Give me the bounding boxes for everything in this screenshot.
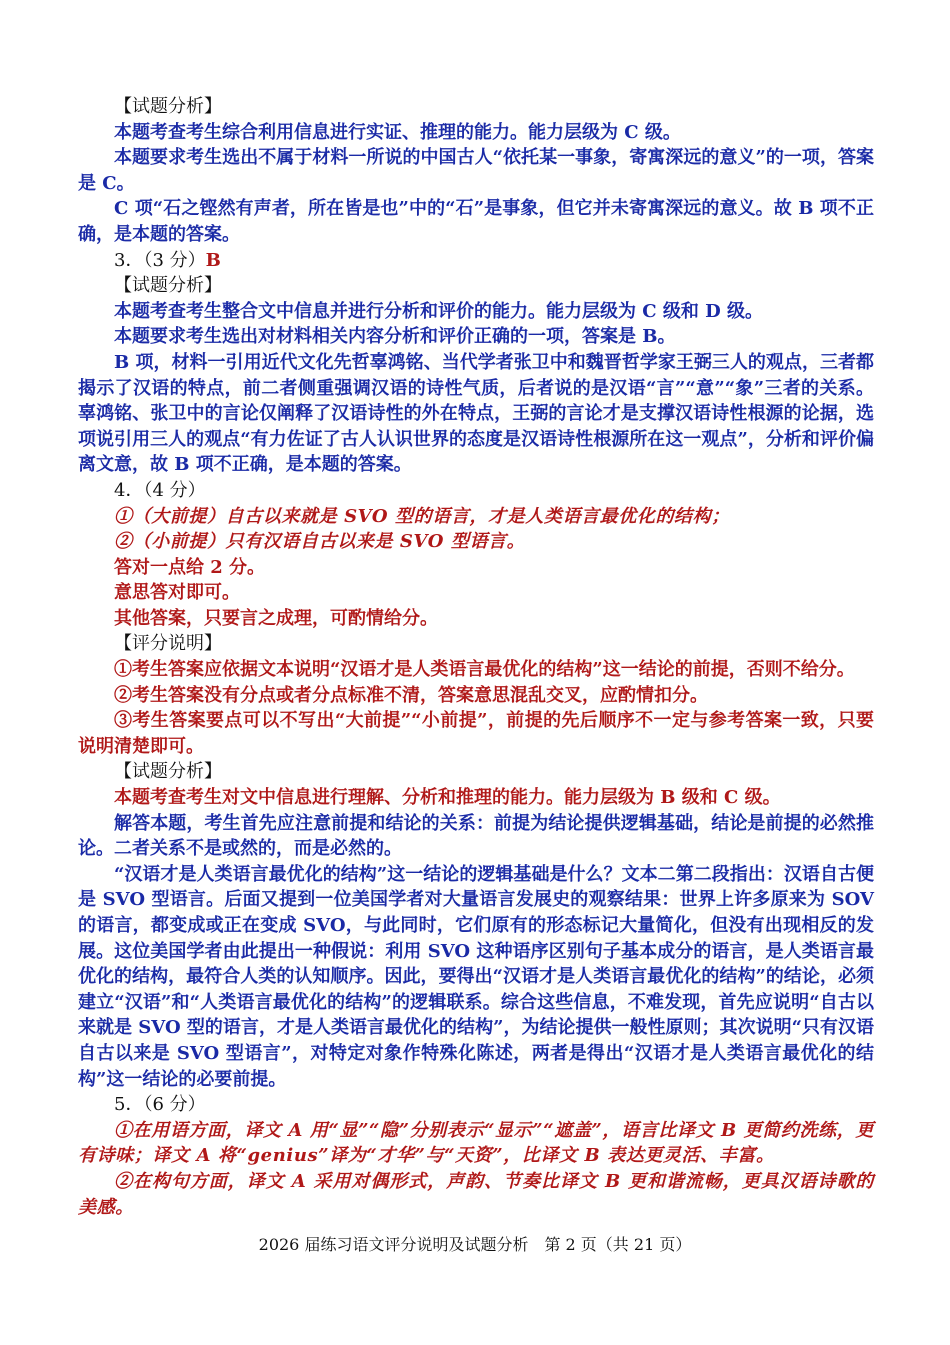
analysis-text: 本题考查考生对文中信息进行理解、分析和推理的能力。能力层级为 B 级和 C 级。 bbox=[114, 787, 781, 809]
question-number: 4．（4 分） bbox=[114, 479, 206, 501]
question-number: 5．（6 分） bbox=[114, 1094, 206, 1116]
scoring-note: 其他答案，只要言之成理，可酌情给分。 bbox=[114, 607, 438, 629]
analysis-text: B 项，材料一引用近代文化先哲辜鸿铭、当代学者张卫中和魏晋哲学家王弼三人的观点，三者都揭示了汉语的特点，前二者侧重强调汉语的诗性气质，后者说的是汉语“言”“意”“象”三者的关系。辜鸿铭、张卫中的言论仅阐释了汉语诗性的外在特点，王弼的言论才是支撑汉语诗性根源的论据，选项说引用三人的观点“有力佐证了古人认识世界的态度是汉语诗性根源所在这一观点”，分析和评价偏离文意，故 B 项不正确，是本题的答案。 bbox=[78, 351, 874, 476]
analysis-text: 本题考查考生综合利用信息进行实证、推理的能力。能力层级为 C 级。 bbox=[114, 121, 681, 143]
section-heading: 【试题分析】 bbox=[114, 96, 222, 117]
document-body bbox=[78, 94, 874, 1220]
analysis-text: 本题要求考生选出不属于材料一所说的中国古人“依托某一事象，寄寓深远的意义”的一项，答案是 C。 bbox=[78, 147, 874, 194]
answer-point: ②（小前提）只有汉语自古以来是 SVO 型语言。 bbox=[114, 531, 526, 553]
analysis-text: “汉语才是人类语言最优化的结构”这一结论的逻辑基础是什么？文本二第二段指出：汉语自古便是 SVO 型语言。后面又提到一位美国学者对大量语言发展史的观察结果：世界上许多原来为 SOV 的语言，都变成或正在变成 SVO，与此同时，它们原有的形态标记大量简化，但没有出现相反的发展。这位美国学者由此提出一种假说：利用 SVO 这种语序区别句子基本成分的语言，是人类语言最优化的结构，最符合人类的认知顺序。因此，要得出“汉语才是人类语言最优化的结构”的结论，必须建立“汉语”和“人类语言最优化的结构”的逻辑联系。综合这些信息，不难发现，首先应说明“自古以来就是 SVO 型的语言，才是人类语言最优化的结构”，为结论提供一般性原则；其次说明“只有汉语自古以来是 SVO 型语言”，对特定对象作特殊化陈述，两者是得出“汉语才是人类语言最优化的结构”这一结论的必要前提。 bbox=[78, 863, 874, 1090]
scoring-note: ①考生答案应依据文本说明“汉语才是人类语言最优化的结构”这一结论的前提，否则不给分。 bbox=[114, 659, 855, 681]
question-answer: B bbox=[205, 249, 221, 271]
section-heading: 【试题分析】 bbox=[114, 275, 222, 297]
answer-point: ②在构句方面，译文 A 采用对偶形式，声韵、节奏比译文 B 更和谐流畅，更具汉语诗歌的美感。 bbox=[78, 1170, 874, 1218]
section-heading: 【评分说明】 bbox=[114, 633, 222, 655]
analysis-text: C 项“石之铿然有声者，所在皆是也”中的“石”是事象，但它并未寄寓深远的意义。故 B 项不正确，是本题的答案。 bbox=[78, 198, 874, 245]
scoring-note: ②考生答案没有分点或者分点标准不清，答案意思混乱交叉，应酌情扣分。 bbox=[114, 684, 708, 706]
page-footer: 2026 届练习语文评分说明及试题分析 第 2 页（共 21 页） bbox=[258, 1235, 692, 1254]
analysis-text: 本题考查考生整合文中信息并进行分析和评价的能力。能力层级为 C 级和 D 级。 bbox=[114, 300, 763, 322]
question-number bbox=[78, 248, 874, 274]
section-heading: 【试题分析】 bbox=[114, 761, 222, 783]
analysis-text: 解答本题，考生首先应注意前提和结论的关系：前提为结论提供逻辑基础，结论是前提的必然推论。二者关系不是或然的，而是必然的。 bbox=[78, 812, 874, 860]
answer-point: ①在用语方面，译文 A 用“显”“隐”分别表示“显示”“遮盖”，语言比译文 B 更简约洗练，更有诗味；译文 A 将“genius”译为“才华”与“天资”，比译文 B 表达更灵活、丰富。 bbox=[78, 1119, 874, 1167]
answer-point: ①（大前提）自古以来就是 SVO 型的语言，才是人类语言最优化的结构； bbox=[114, 505, 730, 527]
scoring-note: 意思答对即可。 bbox=[114, 582, 240, 604]
scoring-note: 答对一点给 2 分。 bbox=[114, 556, 266, 578]
scoring-note: ③考生答案要点可以不写出“大前提”“小前提”，前提的先后顺序不一定与参考答案一致，只要说明清楚即可。 bbox=[78, 710, 874, 757]
analysis-text: 本题要求考生选出对材料相关内容分析和评价正确的一项，答案是 B。 bbox=[114, 326, 676, 348]
question-score: 3．（3 分） bbox=[114, 249, 206, 271]
